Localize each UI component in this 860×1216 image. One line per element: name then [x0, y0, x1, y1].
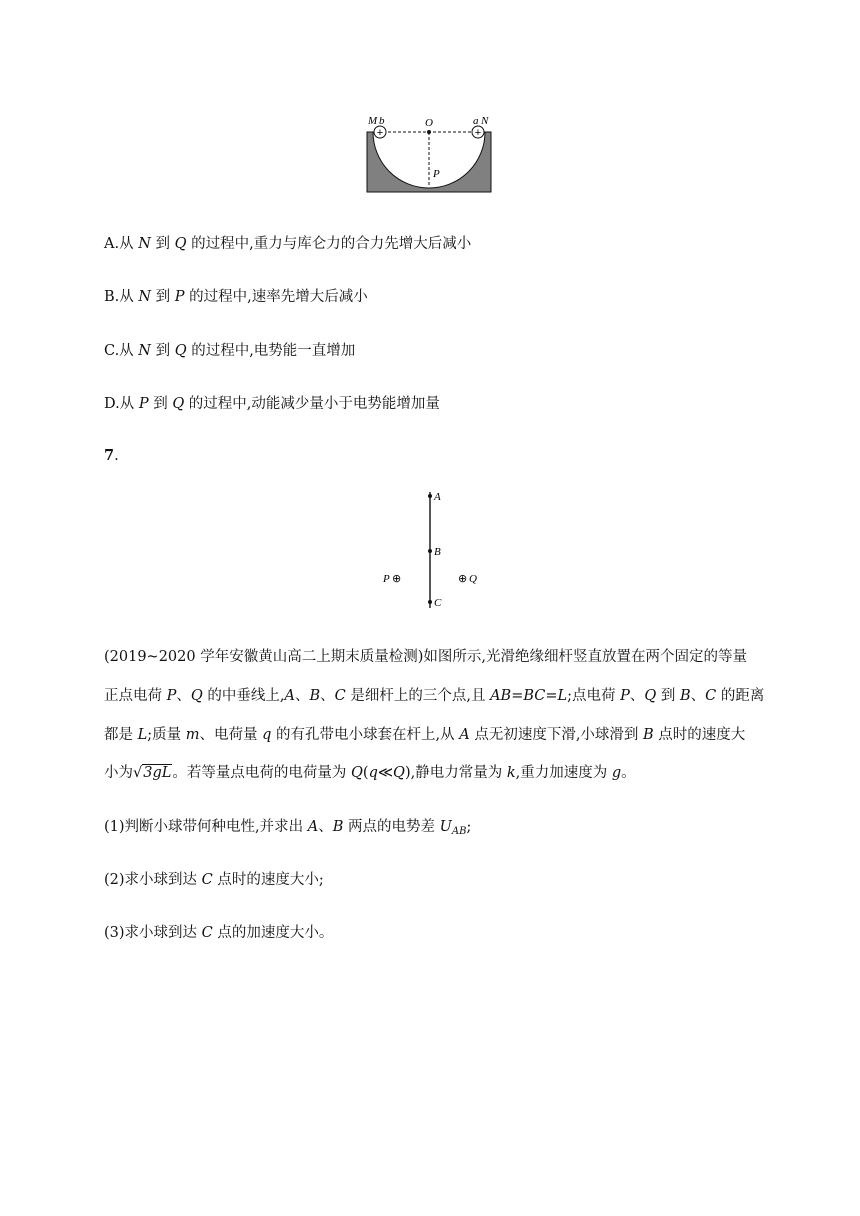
- var: C: [705, 688, 717, 704]
- rod-label-b: B: [434, 546, 441, 558]
- question-7-number: [104, 447, 119, 464]
- label-b: b: [379, 115, 385, 127]
- rod-figure: [376, 484, 486, 612]
- text: 。: [621, 765, 636, 781]
- text: 的中垂线上,: [202, 688, 285, 704]
- equation: AB=BC=L: [490, 688, 568, 704]
- option-b-var2: P: [174, 289, 185, 305]
- option-c-text: 的过程中,电势能一直增加: [186, 343, 356, 359]
- q7-line-4: [104, 761, 636, 782]
- option-a-text: 的过程中,重力与库仑力的合力先增大后减小: [186, 236, 472, 252]
- var: C: [334, 688, 346, 704]
- q7-line-3: [104, 723, 745, 744]
- var: A: [284, 688, 295, 704]
- text: 小为: [104, 765, 133, 781]
- var: B: [332, 819, 344, 835]
- charge-q-symbol: ⊕: [458, 572, 468, 585]
- option-c: [104, 339, 355, 360]
- sub-question-2: [104, 868, 324, 889]
- option-a-var1: N: [138, 236, 151, 252]
- text: (: [362, 765, 369, 781]
- text: 点的加速度大小。: [212, 925, 334, 941]
- var: C: [201, 925, 213, 941]
- var: m: [185, 727, 200, 743]
- var: B: [680, 688, 691, 704]
- text: 。若等量点电荷的电荷量为: [172, 765, 351, 781]
- var: Q: [351, 765, 363, 781]
- text: 的距离: [716, 688, 765, 704]
- option-d-var1: P: [138, 396, 149, 412]
- var: g: [611, 765, 622, 781]
- var: L: [137, 727, 148, 743]
- var: q: [368, 765, 378, 781]
- var: k: [506, 765, 516, 781]
- option-d-text: 的过程中,动能减少量小于电势能增加量: [184, 396, 440, 412]
- text: 、: [294, 688, 310, 704]
- text: 、: [318, 819, 333, 835]
- charge-q-label: Q: [469, 573, 477, 585]
- question-number-dot: .: [114, 448, 119, 464]
- question-number: 7: [104, 447, 115, 464]
- option-a-prefix: A.从: [104, 236, 139, 252]
- text: 的有孔带电小球套在杆上,从: [271, 727, 460, 743]
- label-n: N: [481, 115, 489, 127]
- text: (1)判断小球带何种电性,并求出: [104, 819, 308, 835]
- var: A: [459, 727, 470, 743]
- charge-p-label: P: [383, 573, 390, 585]
- point-c-dot: [428, 600, 432, 604]
- var: A: [307, 819, 319, 835]
- var: P: [620, 688, 630, 704]
- text: ),静电力常量为: [404, 765, 507, 781]
- point-o-dot: [427, 130, 431, 134]
- label-a: a: [473, 115, 479, 127]
- text: ≪: [377, 765, 394, 781]
- option-c-mid: 到: [150, 343, 175, 359]
- label-m: M: [368, 115, 378, 127]
- option-a-mid: 到: [150, 236, 175, 252]
- text: 两点的电势差: [343, 819, 440, 835]
- sqrt-expression: [133, 765, 172, 781]
- text: 、: [176, 688, 191, 704]
- charge-a-plus: +: [474, 127, 482, 139]
- option-b-mid: 到: [151, 289, 175, 305]
- option-a: [104, 232, 471, 253]
- option-c-var1: N: [138, 343, 151, 359]
- text: 、: [629, 688, 645, 704]
- var: Q: [393, 765, 405, 781]
- subscript: AB: [451, 826, 467, 837]
- text: ,重力加速度为: [515, 765, 612, 781]
- sqrt-radicand: 3gL: [143, 765, 172, 781]
- text: 点时的速度大: [653, 727, 746, 743]
- option-b: [104, 285, 368, 306]
- sub-question-3: [104, 921, 333, 942]
- var: Q: [644, 688, 657, 704]
- text: ;质量: [147, 727, 186, 743]
- charge-p-symbol: ⊕: [392, 572, 402, 585]
- text: (2)求小球到达: [104, 872, 202, 888]
- var: B: [643, 727, 654, 743]
- rod-label-c: C: [434, 597, 442, 609]
- q7-line-1-text: (2019~2020 学年安徽黄山高二上期末质量检测)如图所示,光滑绝缘细杆竖直放置在两个固定的等量: [104, 649, 747, 665]
- sub-question-1: [104, 815, 471, 837]
- option-b-var1: N: [138, 289, 152, 305]
- option-b-text: 的过程中,速率先增大后减小: [184, 289, 368, 305]
- point-b-dot: [428, 549, 432, 553]
- label-p: P: [433, 168, 440, 180]
- text: 、: [690, 688, 706, 704]
- var: U: [439, 819, 452, 835]
- option-d-var2: Q: [172, 396, 185, 412]
- q7-line-2: [104, 684, 764, 705]
- option-d-mid: 到: [148, 396, 173, 412]
- var: C: [201, 872, 213, 888]
- rod-label-a: A: [434, 491, 441, 503]
- text: 点时的速度大小;: [212, 872, 324, 888]
- sqrt-symbol: √: [133, 765, 143, 781]
- point-a-dot: [428, 494, 432, 498]
- charge-b-plus: +: [376, 127, 384, 139]
- text: 到: [656, 688, 681, 704]
- text: 是细杆上的三个点,且: [345, 688, 491, 704]
- option-d-prefix: D.从: [104, 396, 139, 412]
- groove-figure: [360, 112, 500, 196]
- text: ;: [466, 819, 472, 835]
- var: P: [166, 688, 177, 704]
- var: B: [309, 688, 321, 704]
- var: Q: [190, 688, 203, 704]
- text: 点无初速度下滑,小球滑到: [469, 727, 644, 743]
- option-a-var2: Q: [174, 236, 187, 252]
- option-d: [104, 392, 440, 413]
- option-c-prefix: C.从: [104, 343, 139, 359]
- option-b-prefix: B.从: [104, 289, 139, 305]
- text: 、电荷量: [199, 727, 263, 743]
- q7-line-1: [104, 645, 747, 666]
- text: 都是: [104, 727, 138, 743]
- label-o: O: [425, 117, 433, 129]
- text: ;点电荷: [567, 688, 621, 704]
- text: 、: [320, 688, 335, 704]
- var: q: [262, 727, 272, 743]
- text: (3)求小球到达: [104, 925, 202, 941]
- option-c-var2: Q: [174, 343, 187, 359]
- text: 正点电荷: [104, 688, 167, 704]
